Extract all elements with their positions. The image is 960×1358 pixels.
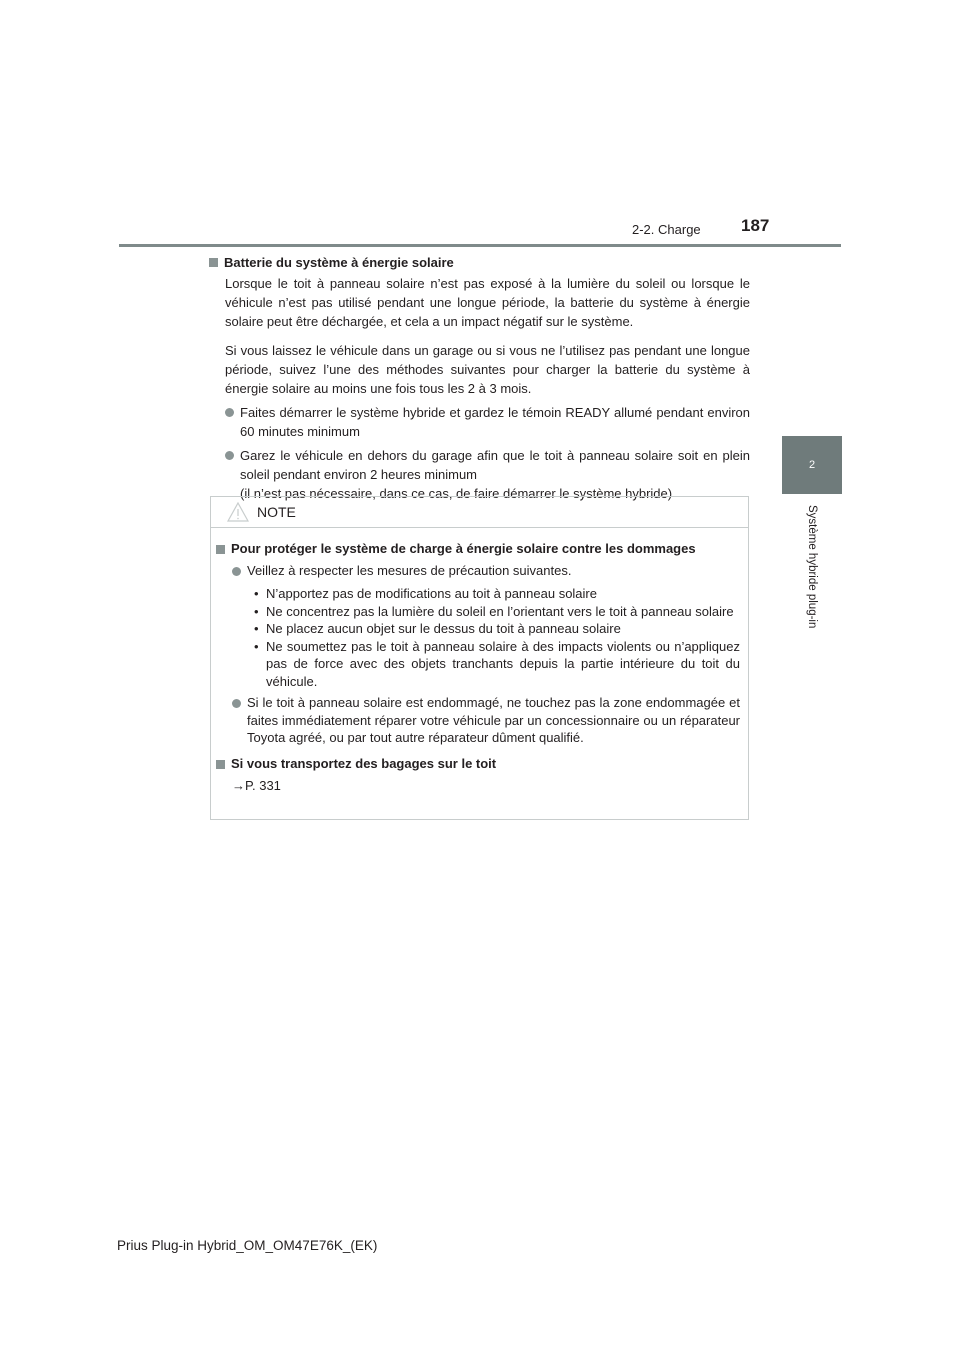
- side-tab-number: 2: [808, 459, 816, 471]
- precaution-list: [254, 585, 740, 690]
- note-body: [211, 528, 748, 795]
- footer-document-id: Prius Plug-in Hybrid_OM_OM47E76K_(EK): [117, 1238, 378, 1253]
- list-item-text: Ne concentrez pas la lumière du soleil en l’orientant vers le toit à panneau solaire: [266, 603, 734, 619]
- list-item: • Ne placez aucun objet sur le dessus du toit à panneau solaire: [254, 620, 740, 638]
- note-header: [211, 497, 748, 528]
- square-bullet-icon: [209, 258, 218, 267]
- list-item: • N’apportez pas de modifications au toit à panneau solaire: [254, 585, 740, 603]
- circle-bullet-icon: [225, 408, 234, 417]
- solar-battery-paragraph-1: Lorsque le toit à panneau solaire n’est pas exposé à la lumière du soleil ou lorsque le véhicule n’est pas utilisé pendant une longue période, la batterie du système à énergie solaire peut être déchargée, et cela a un impact négatif sur le système.: [225, 276, 750, 329]
- solar-battery-paragraph-2: Si vous laissez le véhicule dans un garage ou si vous ne l’utilisez pas pendant une longue période, suivez l’une des méthodes suivantes pour charger la batterie du système à énergie solaire au moins une fois tous les 2 à 3 mois.: [225, 343, 750, 396]
- page-reference-link[interactable]: →P. 331: [232, 778, 281, 793]
- solar-battery-heading: [209, 253, 750, 272]
- side-tab-label: Système hybride plug-in: [806, 505, 818, 629]
- list-item-text: Garez le véhicule en dehors du garage afin que le toit à panneau solaire soit en plein soleil pendant environ 2 heures minimum (il n’est pas nécessaire, dans ce cas, de faire démarrer le système hybride): [240, 448, 750, 501]
- header-section-title: 2-2. Charge: [632, 222, 701, 237]
- list-item-text: Ne soumettez pas le toit à panneau solaire à des impacts violents ou n’appliquez pas de force avec des objets tranchants depuis la partie intérieure du toit du véhicule.: [266, 638, 740, 689]
- circle-bullet-icon: [232, 699, 241, 708]
- list-item-text: Faites démarrer le système hybride et gardez le témoin READY allumé pendant environ 60 minutes minimum: [240, 405, 750, 439]
- warning-triangle-icon: [227, 502, 249, 522]
- circle-bullet-icon: [232, 567, 241, 576]
- solar-battery-heading-text: Batterie du système à énergie solaire: [224, 255, 454, 270]
- list-item-text: Si le toit à panneau solaire est endommagé, ne touchez pas la zone endommagée et faites immédiatement réparer votre véhicule par un concessionnaire ou un réparateur Toyota agréé, ou par tout autre réparateur dûment qualifié.: [247, 695, 740, 745]
- list-item: [209, 446, 750, 503]
- circle-bullet-icon: [225, 451, 234, 460]
- list-item: [216, 694, 740, 747]
- header-divider: [119, 244, 841, 247]
- note-heading-luggage-text: Si vous transportez des bagages sur le toit: [231, 755, 497, 771]
- list-item: • Ne soumettez pas le toit à panneau solaire à des impacts violents ou n’appliquez pas de force avec des objets tranchants depuis la partie intérieure du toit du véhicule.: [254, 638, 740, 689]
- note-box: [210, 496, 749, 820]
- list-item-text: Veillez à respecter les mesures de précaution suivantes.: [247, 562, 572, 578]
- side-tab-chapter-number[interactable]: [782, 436, 842, 494]
- square-bullet-icon: [216, 545, 225, 554]
- square-bullet-icon: [216, 760, 225, 769]
- list-item: • Ne concentrez pas la lumière du soleil en l’orientant vers le toit à panneau solaire: [254, 603, 740, 621]
- list-item: [216, 562, 740, 580]
- note-title: NOTE: [257, 504, 296, 520]
- list-item-text: N’apportez pas de modifications au toit à panneau solaire: [266, 586, 597, 601]
- list-item: [209, 403, 750, 441]
- note-heading-protect: [216, 540, 740, 558]
- list-item-text: Ne placez aucun objet sur le dessus du toit à panneau solaire: [266, 621, 621, 636]
- solar-battery-section: [209, 253, 750, 503]
- note-heading-luggage: [216, 755, 740, 773]
- page-number: 187: [741, 216, 770, 235]
- note-heading-protect-text: Pour protéger le système de charge à énergie solaire contre les dommages: [231, 541, 696, 556]
